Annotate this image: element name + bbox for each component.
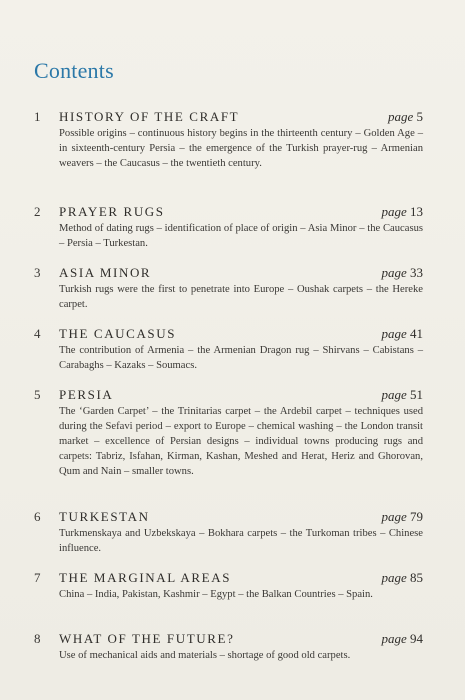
page-number: 5 — [416, 109, 423, 124]
chapter-description: The ‘Garden Carpet’ – the Trinitarias carpet – the Ardebil carpet – techniques used during the Sefavi period – export to Europe – chemical washing – the London transit market – excellence of Persian designs – individual towns producing rugs and carpets: Tabriz, Isfahan, Kirman, Kashan, Meshed and Herat, Heriz and Ghorovan, Qum and Nain – smaller towns. — [59, 406, 423, 477]
page-reference — [381, 264, 423, 281]
chapter-number: 8 — [34, 631, 41, 646]
chapter-number: 2 — [34, 204, 41, 219]
chapter-title: THE CAUCASUS — [59, 326, 177, 341]
page-number: 51 — [410, 387, 423, 402]
chapter-title: ASIA MINOR — [59, 265, 152, 280]
page-number: 94 — [410, 631, 423, 646]
chapter-title: PRAYER RUGS — [59, 204, 165, 219]
page-number: 13 — [410, 204, 423, 219]
page-number: 85 — [410, 570, 423, 585]
chapter-title: THE MARGINAL AREAS — [59, 570, 232, 585]
page-word: page — [381, 631, 407, 646]
page-number: 79 — [410, 509, 423, 524]
chapter-description: The contribution of Armenia – the Armenian Dragon rug – Shirvans – Cabistans – Carabaghs – Kazaks – Soumacs. — [59, 345, 423, 371]
page-word: page — [387, 109, 414, 124]
chapter-title: TURKESTAN — [59, 509, 150, 524]
page-word: page — [381, 570, 407, 585]
chapter-title: PERSIA — [59, 387, 114, 402]
page-word: page — [381, 326, 407, 341]
page-reference — [381, 203, 423, 220]
page-reference — [381, 569, 423, 586]
chapter-number: 4 — [34, 326, 41, 341]
page-reference — [388, 108, 423, 125]
page-word: page — [381, 387, 407, 402]
page-word: page — [381, 265, 407, 280]
page-reference — [381, 386, 423, 403]
page-reference — [381, 508, 423, 525]
chapter-number: 7 — [34, 570, 41, 585]
chapter-description: China – India, Pakistan, Kashmir – Egypt – the Balkan Countries – Spain. — [59, 589, 373, 600]
page-number: 41 — [410, 326, 423, 341]
chapter-number: 1 — [34, 109, 41, 124]
page-reference — [381, 630, 423, 647]
chapter-title: WHAT OF THE FUTURE? — [59, 631, 235, 646]
page-word: page — [381, 509, 407, 524]
chapter-description: Possible origins – continuous history begins in the thirteenth century – Golden Age – in sixteenth-century Persia – the emergence of the Turkish prayer-rug – Armenian weavers – the Caucasus – the twentieth century. — [59, 128, 423, 169]
chapter-description: Method of dating rugs – identification of place of origin – Asia Minor – the Caucasus – Persia – Turkestan. — [59, 223, 423, 249]
chapter-number: 3 — [34, 265, 41, 280]
chapter-description: Use of mechanical aids and materials – shortage of good old carpets. — [59, 650, 351, 661]
page-reference — [381, 325, 423, 342]
chapter-title: HISTORY OF THE CRAFT — [59, 109, 240, 124]
page-title: Contents — [34, 58, 114, 83]
chapter-description: Turkish rugs were the first to penetrate into Europe – Oushak carpets – the Hereke carpet. — [59, 284, 423, 310]
chapter-description: Turkmenskaya and Uzbekskaya – Bokhara carpets – the Turkoman tribes – Chinese influence. — [59, 528, 423, 554]
chapter-number: 6 — [34, 509, 41, 524]
chapter-number: 5 — [34, 387, 41, 402]
page-word: page — [381, 204, 407, 219]
page-number: 33 — [410, 265, 423, 280]
